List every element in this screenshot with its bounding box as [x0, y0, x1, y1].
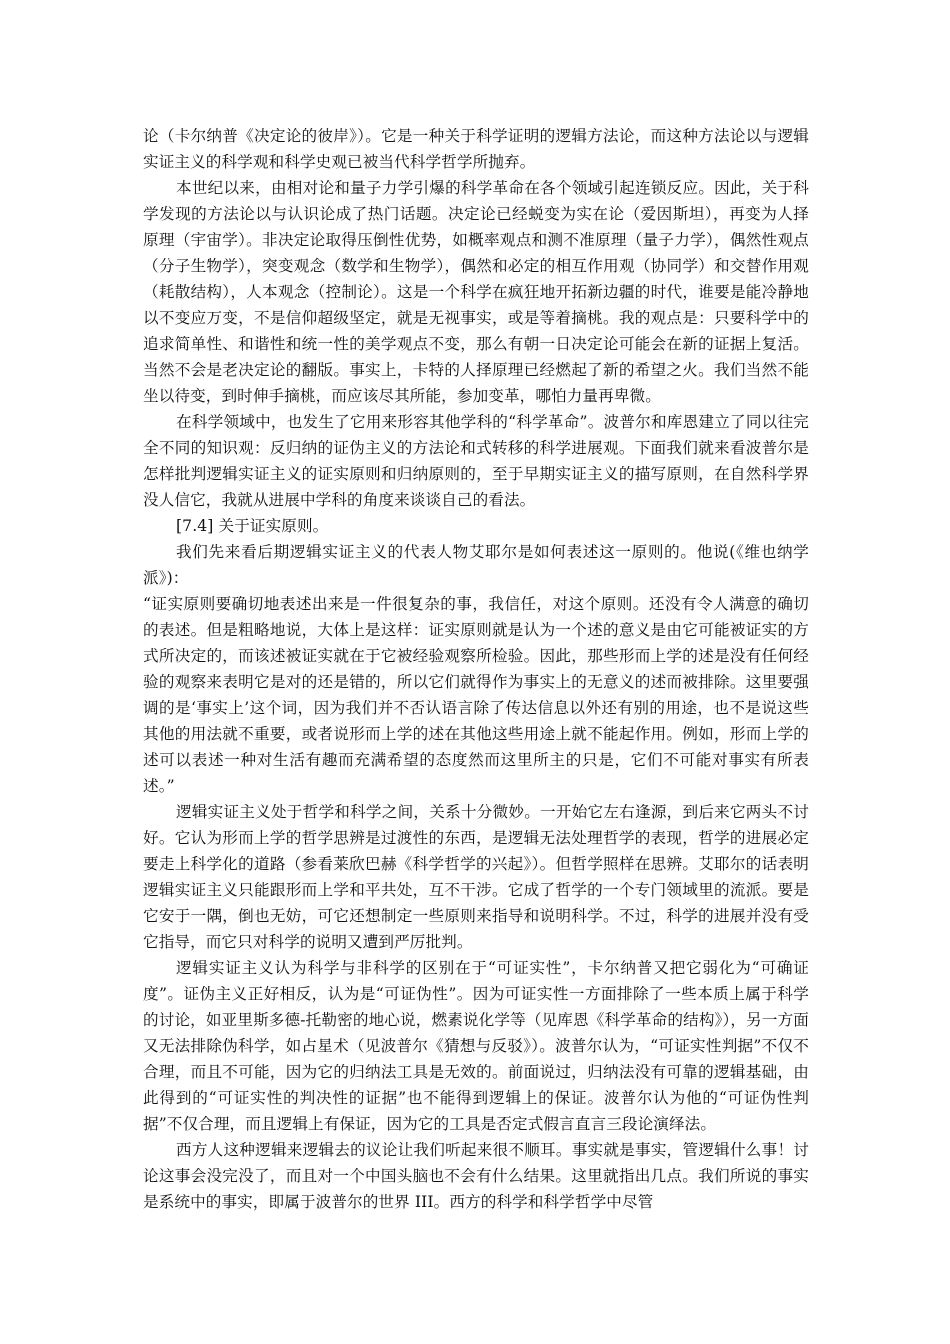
paragraph-logical-positivism: 逻辑实证主义处于哲学和科学之间，关系十分微妙。一开始它左右逢源，到后来它两头不讨好。它认为形而上学的哲学思辨是过渡性的东西，是逻辑无法处理哲学的表现，哲学的进展必定要走上科学化的道路（参看莱欣巴赫《科学哲学的兴起》）。但哲学照样在思辨。艾耶尔的话表明逻辑实证主义只能跟形而上学和平共处，互不干涉。它成了哲学的一个专门领域里的流派。要是它安于一隅，倒也无妨，可它还想制定一些原则来指导和说明科学。不过，科学的进展并没有受它指导，而它只对科学的说明又遭到严厉批判。 — [143, 803, 809, 951]
paragraph-continuation: 论（卡尔纳普《决定论的彼岸》）。它是一种关于科学证明的逻辑方法论，而这种方法论以与逻辑实证主义的科学观和科学史观已被当代科学哲学所抛弃。 — [143, 127, 809, 171]
paragraph-western-logic: 西方人这种逻辑来逻辑去的议论让我们听起来很不顺耳。事实就是事实，管逻辑什么事！讨论这事会没完没了，而且对一个中国头脑也不会有什么结果。这里就指出几点。我们所说的事实是系统中的事实，即属于波普尔的世界 III。西方的科学和科学哲学中尽管 — [143, 1141, 809, 1211]
paragraph-ayer-intro: 我们先来看后期逻辑实证主义的代表人物艾耶尔是如何表述这一原则的。他说(《维也纳学派》)： — [143, 543, 809, 587]
paragraph-scientific-revolution: 本世纪以来，由相对论和量子力学引爆的科学革命在各个领域引起连锁反应。因此，关于科学发现的方法论以与认识论成了热门话题。决定论已经蜕变为实在论（爱因斯坦），再变为人择原理（宇宙学）。非决定论取得压倒性优势，如概率观点和测不准原理（量子力学），偶然性观点（分子生物学），突变观念（数学和生物学），偶然和必定的相互作用观（协同学）和交替作用观（耗散结构），人本观念（控制论）。这是一个科学在疯狂地开拓新边疆的时代，谁要是能冷静地以不变应万变，不是信仰超级坚定，就是无视事实，或是等着摘桃。我的观点是：只要科学中的追求简单性、和谐性和统一性的美学观点不变，那么有朝一日决定论可能会在新的证据上复活。当然不会是老决定论的翻版。事实上，卡特的人择原理已经燃起了新的希望之火。我们当然不能坐以待变，到时伸手摘桃，而应该尽其所能，参加变革，哪怕力量再卑微。 — [143, 179, 809, 405]
paragraph-popper-kuhn: 在科学领域中，也发生了它用来形容其他学科的“科学革命”。波普尔和库恩建立了同以往完全不同的知识观：反归纳的证伪主义的方法论和式转移的科学进展观。下面我们就来看波普尔是怎样批判逻辑实证主义的证实原则和归纳原则的，至于早期实证主义的描写原则，在自然科学界没人信它，我就从进展中学科的角度来谈谈自己的看法。 — [143, 413, 809, 509]
section-heading: [7.4] 关于证实原则。 — [176, 517, 329, 535]
paragraph-verifiability: 逻辑实证主义认为科学与非科学的区别在于“可证实性”，卡尔纳普又把它弱化为“可确证度”。证伪主义正好相反，认为是“可证伪性”。因为可证实性一方面排除了一些本质上属于科学的讨论，如亚里斯多德-托勒密的地心说，燃素说化学等（见库恩《科学革命的结构》），另一方面又无法排除伪科学，如占星术（见波普尔《猜想与反驳》）。波普尔认为，“可证实性判据”不仅不合理，而且不可能，因为它的归纳法工具是无效的。前面说过，归纳法没有可靠的逻辑基础，由此得到的“可证实性的判决性的证据”也不能得到逻辑上的保证。波普尔认为他的“可证伪性判据”不仅合理，而且逻辑上有保证，因为它的工具是否定式假言直言三段论演绎法。 — [143, 959, 809, 1133]
block-quote: “证实原则要确切地表述出来是一件很复杂的事，我信任，对这个原则。还没有令人满意的确切的表述。但是粗略地说，大体上是这样：证实原则就是认为一个述的意义是由它可能被证实的方式所决定的，而该述被证实就在于它被经验观察所检验。因此，那些形而上学的述是没有任何经验的观察来表明它是对的还是错的，所以它们就得作为事实上的无意义的述而被排除。这里要强调的是‘事实上’这个词，因为我们并不否认语言除了传达信息以外还有别的用途，也不是说这些其他的用法就不重要，或者说形而上学的述在其他这些用途上就不能起作用。例如，形而上学的述可以表述一种对生活有趣而充满希望的态度然而这里所主的只是，它们不可能对事实有所表述。” — [143, 595, 809, 795]
document-body — [143, 123, 809, 1215]
